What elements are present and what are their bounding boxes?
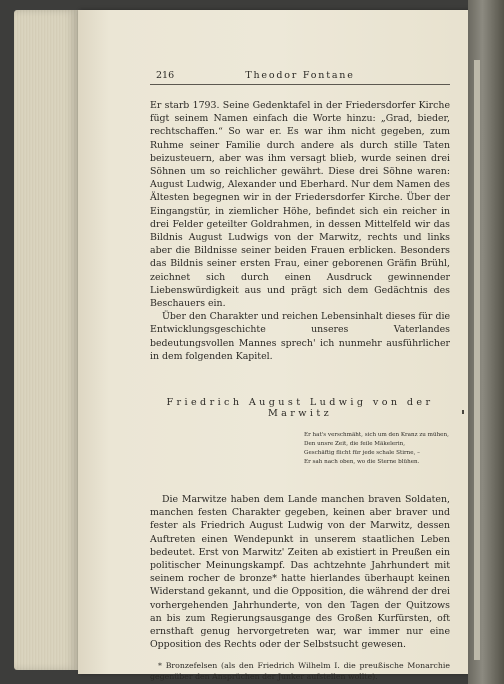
page-number: 216 xyxy=(156,70,175,81)
running-head: Theodor Fontane xyxy=(245,70,355,81)
page-header xyxy=(150,66,450,85)
facing-page-edge xyxy=(474,60,480,660)
epigraph-line: Geschäftig flicht für jede schale Stirne, – xyxy=(304,450,420,457)
epigraph xyxy=(304,431,450,467)
epigraph-line: Den unsre Zeit, die feile Mäkelerin, xyxy=(304,441,406,448)
margin-mark xyxy=(462,410,464,414)
section-paragraph: Die Marwitze haben dem Lande manchen braven Soldaten, manchen festen Charakter gegeben, keinen aber braver und fester als Friedrich August Ludwig von der Marwitz, dessen Auftreten einen Wendepunkt in unserem staatlichen Leben bedeutet. Erst von Marwitz' Zeiten ab existiert in Preußen ein politischer Meinungskampf. Das achtzehnte Jahrhundert mit seinem rocher de bronze* hatte hierlandes überhaupt keinen Widerstand gekannt, und die Opposition, die während der drei vorhergehenden Jahrhunderte, von den Tagen der Quitzows an bis zum Regierungsausgange des Großen Kurfürsten, oft ernsthaft genug hervorgetreten war, war immer nur eine Opposition des Rechts oder der Selbstsucht gewesen. xyxy=(150,494,450,651)
paragraph-1: Er starb 1793. Seine Gedenktafel in der Friedersdorfer Kirche fügt seinem Namen einfach die Worte hinzu: „Grad, bieder, rechtschaffen.“ So war er. Es war ihm nicht gegeben, zum Ruhme seiner Familie durch andere als durch stille Taten beizusteuern, aber was ihm versagt blieb, wurde seinen drei Söhnen um so reichlicher gewährt. Diese drei Söhne waren: August Ludwig, Alexander und Eberhard. Nur dem Namen des Ältesten begegnen wir in der Friedersdorfer Kirche. Über der Eingangstür, in ziemlicher Höhe, befindet sich ein reicher in drei Felder geteilter Goldrahmen, in dessen Mittelfeld wir das Bildnis August Ludwigs von der Marwitz, rechts und links aber die Bildnisse seiner beiden Frauen erblicken. Besonders das Bildnis seiner ersten Frau, einer geborenen Gräfin Brühl, zeichnet sich durch einen Ausdruck gewinnender Liebenswürdigkeit aus und prägt sich dem Gedächtnis des Beschauers ein. xyxy=(150,100,450,310)
section-title: Friedrich August Ludwig von der Marwitz xyxy=(166,397,434,420)
text-block xyxy=(150,66,450,682)
footnote: * Bronzefelsen (als den Friedrich Wilhelm I. die preußische Monarchie gegenüber den Ansprüchen der Junker aufstellen wollte). xyxy=(150,660,450,681)
book-page-edges xyxy=(14,10,78,670)
paragraph-2: Über den Charakter und reichen Lebensinhalt dieses für die Entwicklungsgeschichte unseres Vaterlandes bedeutungsvollen Mannes sprech' ich nunmehr ausführlicher in dem folgenden Kapitel. xyxy=(150,311,450,362)
epigraph-line: Er sah nach oben, wo die Sterne blühen. xyxy=(304,459,420,466)
epigraph-line: Er hat's verschmäht, sich um den Kranz zu mühen, xyxy=(304,432,449,439)
